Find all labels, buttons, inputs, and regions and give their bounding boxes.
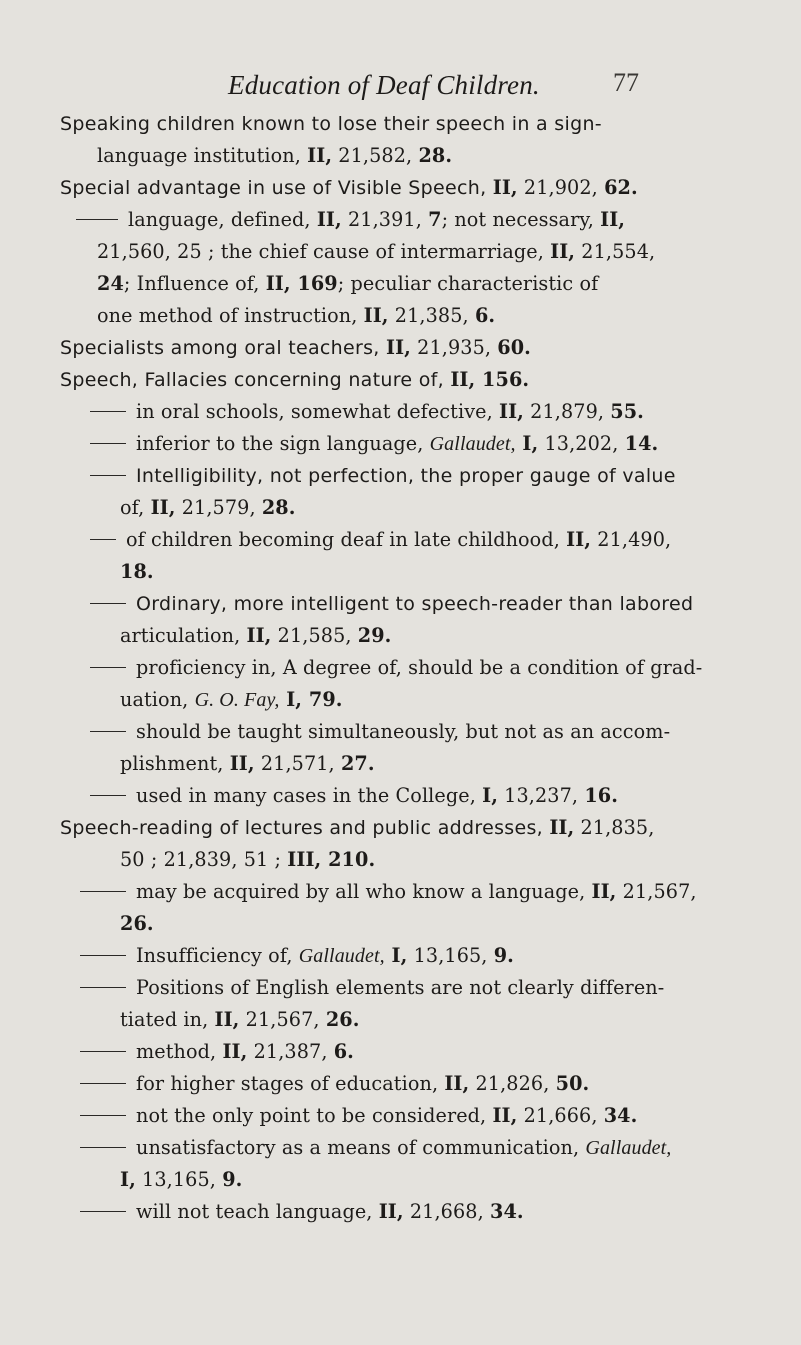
volume-ref: II, [499, 400, 524, 423]
page-number: 77 [613, 68, 639, 97]
entry-text: will not teach language, [136, 1200, 379, 1223]
page-ref: 9. [493, 944, 514, 967]
page-ref: 34. [603, 1104, 638, 1127]
page-ref: 169 [290, 272, 338, 295]
entry-text: not the only point to be considered, [136, 1104, 493, 1127]
page-ref: 7 [428, 208, 442, 231]
entry-text: in oral schools, somewhat defective, [136, 400, 499, 423]
page-ref: 28. [418, 144, 453, 167]
index-subentry [90, 528, 671, 551]
index-subentry [90, 400, 644, 423]
ditto-dash [80, 1211, 126, 1212]
question-ref: 21,668, [403, 1200, 490, 1223]
index-subentry [80, 1200, 524, 1223]
index-subentry [76, 208, 625, 231]
question-ref: 13,165, [407, 944, 494, 967]
question-ref: 21,666, [517, 1104, 604, 1127]
volume-ref: II, [600, 208, 626, 231]
volume-ref: I, [279, 688, 303, 711]
author-ref: Gallaudet, [585, 1137, 672, 1159]
page-ref: 34. [490, 1200, 524, 1223]
ditto-dash [76, 219, 118, 220]
question-ref: 21,490, [591, 528, 672, 551]
volume-ref: II, [566, 528, 592, 551]
question-ref: 21,391, [341, 208, 429, 231]
index-subentry [80, 1104, 637, 1127]
entry-text: unsatisfactory as a means of communication, [136, 1136, 586, 1159]
page-header [0, 64, 801, 104]
page-ref: 60. [497, 336, 531, 359]
question-ref: 21,585, [271, 624, 358, 647]
entry-text: used in many cases in the College, [136, 784, 483, 807]
page-ref: 24 [97, 272, 124, 295]
index-subentry [80, 1072, 589, 1095]
volume-ref: II, [214, 1008, 240, 1031]
volume-ref: II, [386, 336, 411, 359]
question-ref: 21,554, [575, 240, 656, 263]
index-entry-continuation [120, 560, 154, 583]
ditto-dash [90, 603, 126, 604]
index-entry-continuation [97, 144, 452, 167]
question-ref: 21,902, [517, 176, 605, 199]
volume-ref: II, [492, 1104, 518, 1127]
entry-text: ; Influence of, [123, 272, 266, 295]
ditto-dash [90, 539, 116, 540]
page-ref: 50. [555, 1072, 590, 1095]
entry-text: language institution, [97, 144, 308, 167]
index-entry-continuation [120, 688, 343, 712]
index-entry-specialists [60, 336, 531, 359]
volume-ref: II, [316, 208, 342, 231]
index-entry-speech [60, 368, 529, 391]
entry-heading: Speaking children known to lose their speech in a sign- [60, 113, 602, 135]
entry-text: 50 ; 21,839, 51 ; [120, 848, 288, 871]
page-ref: 14. [624, 432, 659, 455]
entry-text: Insufficiency of, [136, 944, 299, 967]
index-entry-continuation [120, 1168, 242, 1191]
volume-ref: I, [515, 432, 539, 455]
running-title: Education of Deaf Children. [228, 70, 540, 100]
entry-text: ; not necessary, [441, 208, 601, 231]
index-subentry [80, 944, 514, 968]
ditto-dash [90, 411, 126, 412]
volume-ref: II, [150, 496, 176, 519]
volume-ref: II, [265, 272, 291, 295]
volume-ref: II, [550, 240, 576, 263]
entry-text: of children becoming deaf in late childhood, [126, 528, 567, 551]
entry-heading: Ordinary, more intelligent to speech-reader than labored [136, 593, 694, 615]
question-ref: 13,202, [538, 432, 625, 455]
index-subentry [90, 464, 676, 487]
ditto-dash [80, 1083, 126, 1084]
question-ref: 21,582, [332, 144, 419, 167]
question-ref: 21,571, [254, 752, 341, 775]
entry-text: for higher stages of education, [136, 1072, 445, 1095]
page-ref: 18. [120, 560, 154, 583]
index-subentry [90, 720, 670, 743]
index-entry-speech-reading [60, 816, 654, 839]
question-ref: 21,935, [410, 336, 498, 359]
entry-text: uation, [120, 688, 195, 711]
volume-ref: I, [384, 944, 408, 967]
volume-ref: I, [482, 784, 498, 807]
volume-ref: II, [450, 368, 476, 391]
entry-text: plishment, [120, 752, 230, 775]
index-subentry [90, 784, 618, 807]
volume-ref: II, [444, 1072, 470, 1095]
entry-text: 21,560, 25 ; the chief cause of intermarriage, [97, 240, 551, 263]
index-entry-continuation [120, 1008, 360, 1031]
entry-text: proficiency in, A degree of, should be a condition of grad- [136, 656, 703, 679]
index-entry-continuation [120, 848, 375, 871]
entry-text: may be acquired by all who know a language, [136, 880, 592, 903]
entry-text: one method of instruction, [97, 304, 364, 327]
entry-text: articulation, [120, 624, 247, 647]
question-ref: 13,237, [497, 784, 585, 807]
index-entry-continuation [120, 752, 375, 775]
entry-text: method, [136, 1040, 223, 1063]
ditto-dash [90, 475, 126, 476]
page-ref: 16. [584, 784, 619, 807]
page-ref: 26. [325, 1008, 360, 1031]
entry-heading: Speech-reading of lectures and public addresses, [60, 817, 550, 839]
ditto-dash [80, 891, 126, 892]
ditto-dash [90, 731, 126, 732]
index-entry-continuation [97, 240, 655, 263]
page-ref: 27. [340, 752, 375, 775]
volume-ref: II, [307, 144, 333, 167]
page-ref: 29. [357, 624, 392, 647]
index-entry-continuation [97, 304, 495, 327]
question-ref: 13,165, [135, 1168, 223, 1191]
ditto-dash [80, 1115, 126, 1116]
page-ref: 55. [610, 400, 644, 423]
volume-ref: II, [549, 816, 575, 839]
volume-ref: II, [246, 624, 272, 647]
index-subentry [80, 976, 664, 999]
index-entry-continuation [120, 496, 296, 519]
ditto-dash [90, 443, 126, 444]
index-subentry [90, 656, 702, 679]
entry-text: should be taught simultaneously, but not as an accom- [136, 720, 671, 743]
ditto-dash [90, 795, 126, 796]
index-subentry [80, 1136, 671, 1160]
entry-heading: Intelligibility, not perfection, the proper gauge of value [136, 465, 676, 487]
page-ref: 26. [120, 912, 154, 935]
question-ref: 21,879, [523, 400, 611, 423]
volume-ref: III, [287, 848, 322, 871]
ditto-dash [90, 667, 126, 668]
page-ref: 6. [474, 304, 496, 327]
index-subentry [90, 592, 693, 615]
ditto-dash [80, 1147, 126, 1148]
index-subentry [90, 432, 658, 456]
question-ref: 21,579, [175, 496, 262, 519]
index-entry-speaking-children [60, 112, 602, 135]
entry-text: language, defined, [128, 208, 317, 231]
volume-ref: II, [492, 176, 518, 199]
entry-text: of, [120, 496, 151, 519]
index-entry-continuation [120, 912, 154, 935]
ditto-dash [80, 955, 126, 956]
question-ref: 21,387, [247, 1040, 334, 1063]
entry-heading: Special advantage in use of Visible Speech, [60, 177, 493, 199]
entry-text: tiated in, [120, 1008, 215, 1031]
entry-text: inferior to the sign language, [136, 432, 430, 455]
entry-text: Positions of English elements are not clearly differen- [136, 976, 665, 999]
author-ref: G. O. Fay, [194, 689, 280, 711]
volume-ref: II, [229, 752, 255, 775]
page-ref: 156. [475, 368, 530, 391]
volume-ref: II, [591, 880, 617, 903]
entry-text: ; peculiar characteristic of [337, 272, 599, 295]
index-entry-special-advantage [60, 176, 638, 199]
page-ref: 210. [321, 848, 376, 871]
page-ref: 6. [333, 1040, 354, 1063]
page-ref: 28. [261, 496, 296, 519]
author-ref: Gallaudet, [298, 945, 385, 967]
entry-heading: Specialists among oral teachers, [60, 337, 386, 359]
question-ref: 21,567, [239, 1008, 326, 1031]
entry-heading: Speech, Fallacies concerning nature of, [60, 369, 451, 391]
index-entry-continuation [120, 624, 391, 647]
author-ref: Gallaudet, [429, 433, 516, 455]
volume-ref: II, [222, 1040, 248, 1063]
page-ref: 62. [604, 176, 638, 199]
ditto-dash [80, 987, 126, 988]
question-ref: 21,835, [574, 816, 655, 839]
volume-ref: II, [363, 304, 389, 327]
volume-ref: II, [378, 1200, 404, 1223]
index-subentry [80, 1040, 354, 1063]
volume-ref: I, [120, 1168, 136, 1191]
question-ref: 21,826, [469, 1072, 556, 1095]
ditto-dash [80, 1051, 126, 1052]
page-ref: 9. [222, 1168, 243, 1191]
question-ref: 21,567, [616, 880, 697, 903]
page-ref: 79. [302, 688, 343, 711]
question-ref: 21,385, [388, 304, 475, 327]
index-subentry [80, 880, 697, 903]
index-entry-continuation [97, 272, 598, 295]
